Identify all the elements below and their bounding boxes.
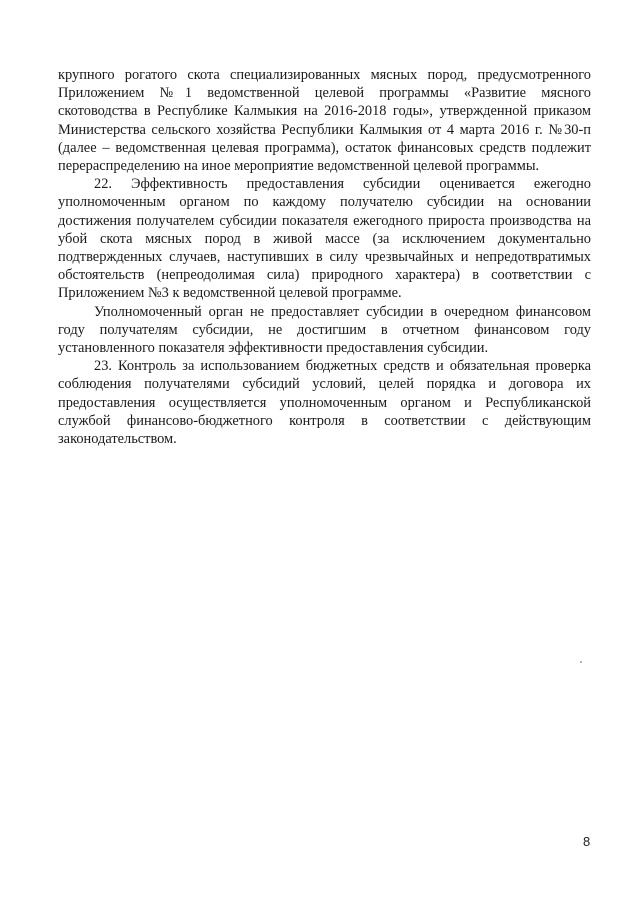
document-body xyxy=(58,66,591,448)
paragraph-authority-refusal: Уполномоченный орган не предоставляет субсидии в очередном финансовом году получателям субсидии, не достигшим в отчетном финансовом году установленного показателя эффективности предоставления субсидии. xyxy=(58,303,591,357)
paragraph-continuation: крупного рогатого скота специализированных мясных пород, предусмотренного Приложением №1 ведомственной целевой программы «Развитие мясного скотоводства в Республике Калмыкия на 2016-2018 годы», утвержденной приказом Министерства сельского хозяйства Республики Калмыкия от 4 марта 2016 г. №30-п (далее – ведомственная целевая программа), остаток финансовых средств подлежит перераспределению на иное мероприятие ведомственной целевой программы. xyxy=(58,67,591,175)
paragraph-23-control: 23. Контроль за использованием бюджетных средств и обязательная проверка соблюдения получателями субсидий условий, целей порядка и договора их предоставления осуществляется уполномоченным органом и Республиканской службой финансово-бюджетного контроля в соответствии с действующим законодательством. xyxy=(58,358,591,448)
scan-speck xyxy=(580,661,582,663)
page-number: 8 xyxy=(583,834,591,849)
paragraph-22-efficiency: 22. Эффективность предоставления субсидии оценивается ежегодно уполномоченным органом по каждому получателю субсидии на основании достижения получателем субсидии показателя ежегодного прироста производства на убой скота мясных пород в живой массе (за исключением документально подтвержденных случаев, наступивших в силу чрезвычайных и непредотвратимых обстоятельств (непреодолимая сила) природного характера) в соответствии с Приложением №3 к ведомственной целевой программе. xyxy=(58,176,591,302)
